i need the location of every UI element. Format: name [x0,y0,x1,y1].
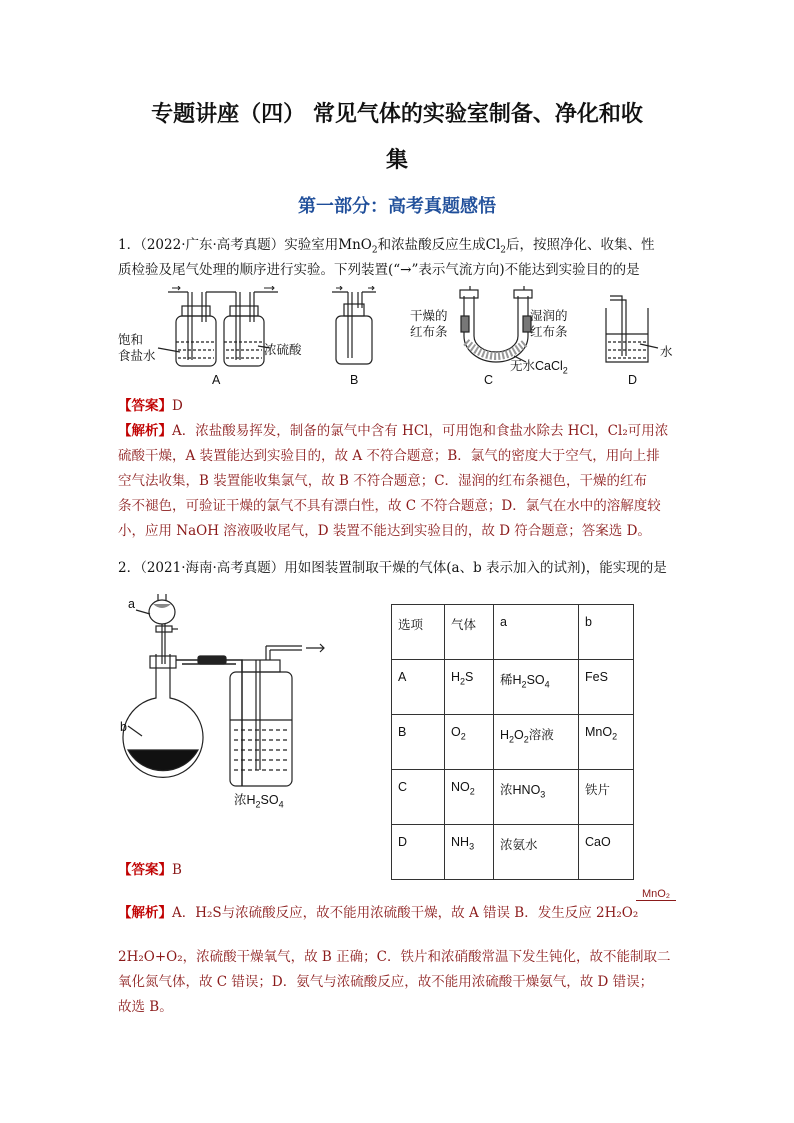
q1-label-red-cloth-left: 红布条 [410,325,448,339]
q2-apparatus-figure [120,590,350,790]
q2-label-b: b [120,720,127,734]
table-row: D $NH_3$ 浓氨水 CaO [392,825,634,880]
q1-label-dry: 干燥的 [410,309,448,323]
q1-label-cacl2: 无水CaCl$_2$ [510,359,568,376]
q1-analysis: 【解析】A．浓盐酸易挥发，制备的氯气中含有 HCl，可用饱和食盐水除去 HCl，Cl₂可用浓 硫酸干燥，A 装置能达到实验目的，故 A 不符合题意；B．氯气的密度大于空气，用向上排 空气法收集，B 装置能收集氯气，故 B 不符合题意；C．湿润的红布条褪色，干燥的红布 条不褪色，可验证干燥的氯气不具有漂白性，故 C 不符合题意；D．氯气在水中的溶解度较 小，应用 NaOH 溶液吸收尾气，D 装置不能达到实验目的，故 D 符合题意；答案选 D。 [118,423,669,539]
header-option: 选项 [392,605,445,660]
q1-label-water: 水 [660,345,673,359]
q1-caption-d: D [628,373,638,387]
bottle-a2 [224,292,264,366]
q2-options-table [391,604,634,880]
q2-label-a: a [128,597,135,611]
q1-caption-a: A [212,373,221,387]
table-row: A $H_2S$ 稀$H_2SO_4$ FeS [392,660,634,715]
header-gas: 气体 [445,605,494,660]
header-b: b [579,605,634,660]
q2-analysis-line1: 【解析】A．H₂S与浓硫酸反应，故不能用浓硫酸干燥，故 A 错误 B．发生反应 2H₂O₂ [118,905,639,921]
u-tube-c [456,286,538,362]
q1-label-brine: 食盐水 [118,349,156,363]
q1-label-saturated: 饱和 [118,333,144,347]
q1-answer: 【答案】D [118,398,183,414]
table-header-row [392,605,634,660]
bottle-a1 [176,292,216,366]
q2-label-conc-h2so4: 浓$H_2SO_4$ [234,793,284,810]
q1-label-wet: 湿润的 [530,309,568,323]
q1-label-red-cloth-right: 红布条 [530,325,568,339]
q2-stem: 2．（2021·海南·高考真题）用如图装置制取干燥的气体(a、b 表示加入的试剂)，能实现的是 [118,560,667,576]
q1-stem-line1: 1．（2022·广东·高考真题）实验室用MnO$_2$和浓盐酸反应生成$Cl_2$后，按照净化、收集、性 [118,237,655,256]
beaker-d [606,296,658,362]
page-title: 专题讲座（四） 常见气体的实验室制备、净化和收 [151,101,643,127]
header-a: a [494,605,579,660]
q1-apparatus-figure [118,286,688,390]
q1-label-conc-h2so4: 浓硫酸 [264,343,302,357]
section-heading: 第一部分：高考真题感悟 [298,196,496,217]
q2-answer: 【答案】B [118,862,182,878]
catalyst-arrow: MnO₂ [636,888,676,901]
table-row: B $O_2$ $H_2O_2$溶液 MnO$_2$ [392,715,634,770]
q1-stem-line2: 质检验及尾气处理的顺序进行实验。下列装置(“→”表示气流方向)不能达到实验目的的是 [118,262,640,278]
q2-analysis-rest: 2H₂O+O₂，浓硫酸干燥氧气，故 B 正确；C．铁片和浓硝酸常温下发生钝化，故不能制取二 氧化氮气体，故 C 错误；D．氨气与浓硫酸反应，故不能用浓硫酸干燥氨气，故 D 错误； 故选 B。 [118,949,671,1015]
q1-caption-c: C [484,373,494,387]
bottle-b [332,286,376,364]
q1-caption-b: B [350,373,359,387]
table-row: C $NO_2$ 浓$HNO_3$ 铁片 [392,770,634,825]
page-title-continued: 集 [385,147,408,173]
